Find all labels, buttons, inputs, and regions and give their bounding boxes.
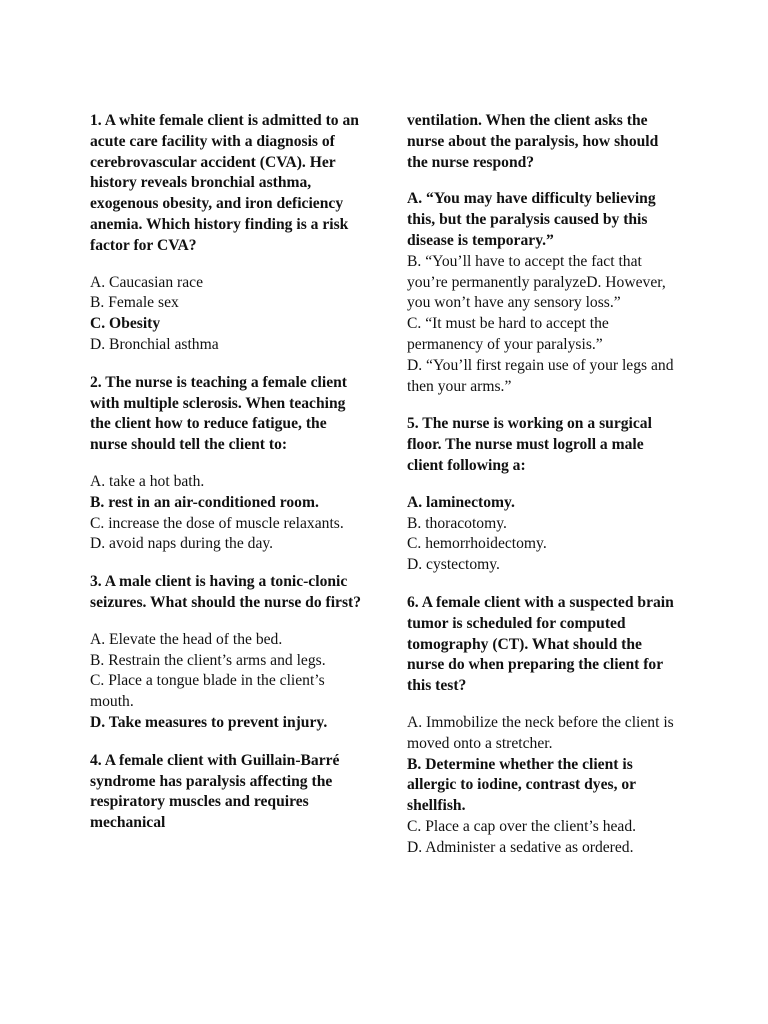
question-3-text: 3. A male client is having a tonic-clonic seizures. What should the nurse do first? [90, 573, 362, 611]
question-3-option-d: D. Take measures to prevent injury. [90, 713, 328, 731]
question-2-option-c: C. increase the dose of muscle relaxants. [90, 514, 344, 532]
question-1-option-b: B. Female sex [90, 294, 179, 312]
question-4-text-part2: ventilation. When the client asks the nurse about the paralysis, how should the nurse respond? [407, 112, 659, 171]
question-2-options [90, 472, 364, 555]
question-5-option-c: C. hemorrhoidectomy. [407, 535, 547, 553]
question-block-1 [90, 111, 364, 356]
question-3-option-a: A. Elevate the head of the bed. [90, 630, 283, 648]
question-block-4-start [90, 751, 364, 834]
question-block-4-continued [407, 111, 681, 397]
question-4-options [407, 189, 681, 397]
question-5-option-b: B. thoracotomy. [407, 514, 507, 532]
question-5-options [407, 493, 681, 576]
right-column [407, 111, 681, 876]
question-6-options [407, 713, 681, 859]
question-4-text-part1: 4. A female client with Guillain-Barré syndrome has paralysis affecting the respiratory muscles and requires mechanical [90, 751, 340, 832]
question-4-option-b: B. “You’ll have to accept the fact that you’re permanently paralyzeD. However, you won’t have any sensory loss.” [407, 252, 666, 312]
question-6-option-a: A. Immobilize the neck before the client is moved onto a stretcher. [407, 713, 674, 752]
question-block-5 [407, 414, 681, 576]
question-5-option-a: A. laminectomy. [407, 493, 515, 511]
question-6-text: 6. A female client with a suspected brain tumor is scheduled for computed tomography (CT). What should the nurse do when preparing the client for this test? [407, 593, 674, 695]
question-6-option-c: C. Place a cap over the client’s head. [407, 817, 637, 835]
question-1-option-a: A. Caucasian race [90, 273, 203, 291]
question-2-text: 2. The nurse is teaching a female client with multiple sclerosis. When teaching the client how to reduce fatigue, the nurse should tell the client to: [90, 373, 347, 454]
question-5-text: 5. The nurse is working on a surgical floor. The nurse must logroll a male client following a: [407, 415, 652, 474]
question-block-3 [90, 572, 364, 734]
question-4-option-d: D. “You’ll first regain use of your legs and then your arms.” [407, 356, 674, 395]
question-block-2 [90, 373, 364, 555]
question-4-option-a: A. “You may have difficulty believing this, but the paralysis caused by this disease is temporary.” [407, 190, 656, 249]
question-2-option-a: A. take a hot bath. [90, 472, 205, 490]
question-6-option-b: B. Determine whether the client is allergic to iodine, contrast dyes, or shellfish. [407, 755, 636, 815]
question-4-option-c: C. “It must be hard to accept the permanency of your paralysis.” [407, 315, 609, 353]
question-1-options [90, 273, 364, 356]
question-2-option-d: D. avoid naps during the day. [90, 535, 274, 553]
question-5-option-d: D. cystectomy. [407, 556, 500, 574]
question-1-text: 1. A white female client is admitted to an acute care facility with a diagnosis of cerebrovascular accident (CVA). Her history reveals bronchial asthma, exogenous obesity, and iron deficiency anemia. Which history finding is a risk factor for CVA? [90, 112, 359, 254]
question-3-option-c: C. Place a tongue blade in the client’s mouth. [90, 672, 325, 711]
question-3-option-b: B. Restrain the client’s arms and legs. [90, 651, 326, 669]
question-block-6 [407, 593, 681, 859]
question-2-option-b: B. rest in an air-conditioned room. [90, 493, 319, 511]
question-6-option-d: D. Administer a sedative as ordered. [407, 838, 634, 856]
question-3-options [90, 630, 364, 734]
question-1-option-c: C. Obesity [90, 315, 161, 333]
left-column [90, 111, 364, 834]
question-1-option-d: D. Bronchial asthma [90, 335, 219, 353]
